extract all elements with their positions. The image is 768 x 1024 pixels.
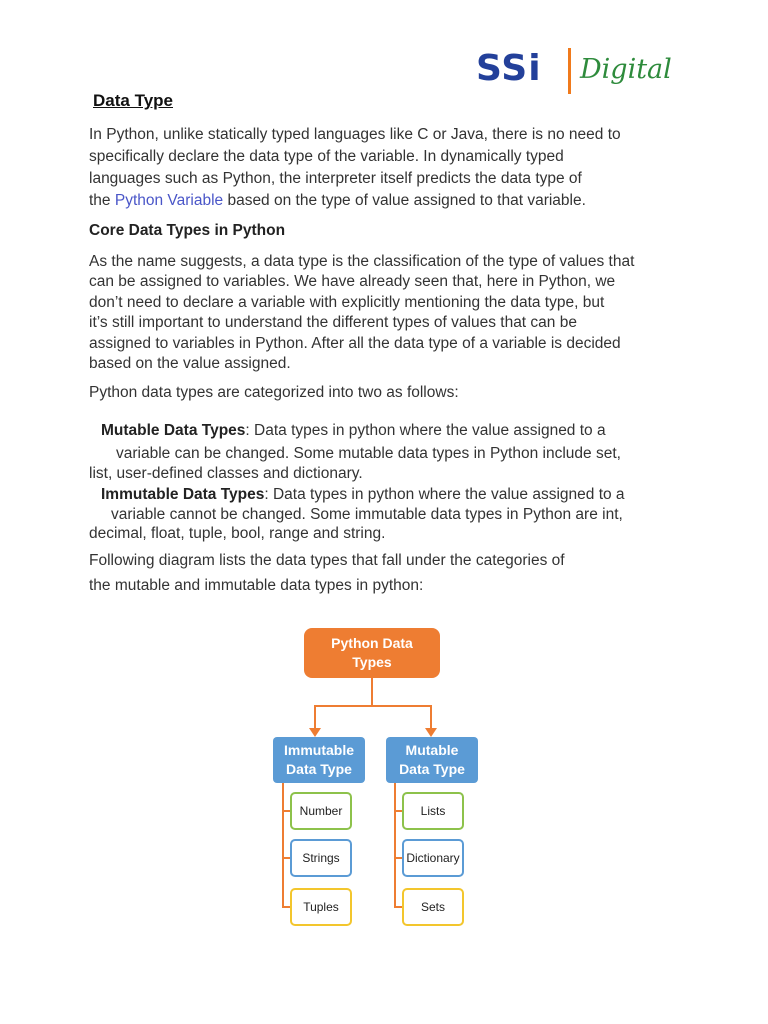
mut-spine [394,783,396,908]
intro-paragraph [89,124,679,212]
mutable-line-3: list, user-defined classes and dictionary. [89,465,363,482]
core-line-5: assigned to variables in Python. After all the data type of a variable is decided [89,334,621,352]
imm-node-line-1: Immutable [283,742,354,758]
core-line-6: based on the value assigned. [89,355,291,373]
intro-line-4-suffix: based on the type of value assigned to that variable. [223,192,586,209]
immutable-line-3: decimal, float, tuple, bool, range and string. [89,525,386,542]
imm-tick-2 [282,857,290,859]
core-line-3: don’t need to declare a variable with explicitly mentioning the data type, but [89,293,605,311]
mutable-term: Mutable Data Types [101,422,246,439]
logo-suffix: Digital [580,54,672,85]
tuples-node: Tuples [290,888,352,926]
intro-line-4 [89,190,679,212]
mutable-desc-1: : Data types in python where the value assigned to a [245,422,606,439]
mut-tick-2 [394,857,402,859]
categorized-sentence: Python data types are categorized into two as follows: [89,384,459,401]
intro-line-4-prefix: the [89,192,115,209]
logo-divider [568,48,571,94]
core-line-2: can be assigned to variables. We have already seen that, here in Python, we [89,273,616,291]
imm-tick-3 [282,906,290,908]
intro-line-1: In Python, unlike statically typed languages like C or Java, there is no need to [89,126,621,143]
mut-tick-3 [394,906,402,908]
number-node: Number [290,792,352,830]
root-line-1: Python Data [331,635,413,651]
branch-connector [314,705,431,707]
core-data-types-heading: Core Data Types in Python [89,222,286,239]
intro-line-3: languages such as Python, the interpreter itself predicts the data type of [89,170,582,187]
strings-node: Strings [290,839,352,877]
dictionary-node: Dictionary [402,839,464,877]
root-connector [371,678,373,706]
python-variable-link[interactable]: Python Variable [114,192,224,209]
page-title: Data Type [93,91,173,110]
ssi-digital-logo [476,44,686,96]
immutable-term: Immutable Data Types [101,486,265,503]
following-paragraph [89,548,565,598]
immutable-line-1 [101,485,625,505]
core-line-4: it’s still important to understand the different types of values that can be [89,314,577,332]
mut-node-line-2: Data Type [399,761,465,777]
immutable-line-2: variable cannot be changed. Some immutable data types in Python are int, [111,506,623,523]
intro-line-2: specifically declare the data type of the variable. In dynamically typed [89,148,564,165]
root-line-2: Types [352,654,392,670]
mutable-line-1 [101,421,606,441]
following-line-2: the mutable and immutable data types in python: [89,577,424,594]
imm-tick-1 [282,810,290,812]
core-line-1: As the name suggests, a data type is the classification of the type of values that [89,253,635,270]
immutable-data-type-node [273,737,365,783]
imm-node-line-2: Data Type [286,761,352,777]
immutable-desc-1: : Data types in python where the value assigned to a [264,486,625,503]
python-data-types-node [304,628,440,678]
following-line-1: Following diagram lists the data types that fall under the categories of [89,552,565,569]
imm-spine [282,783,284,908]
mut-tick-1 [394,810,402,812]
mutable-data-type-node [386,737,478,783]
core-paragraph [89,252,689,374]
logo-brand: SSi [476,48,542,89]
mutable-line-2: variable can be changed. Some mutable data types in Python include set, [116,445,621,462]
sets-node: Sets [402,888,464,926]
lists-node: Lists [402,792,464,830]
mut-node-line-1: Mutable [405,742,459,758]
